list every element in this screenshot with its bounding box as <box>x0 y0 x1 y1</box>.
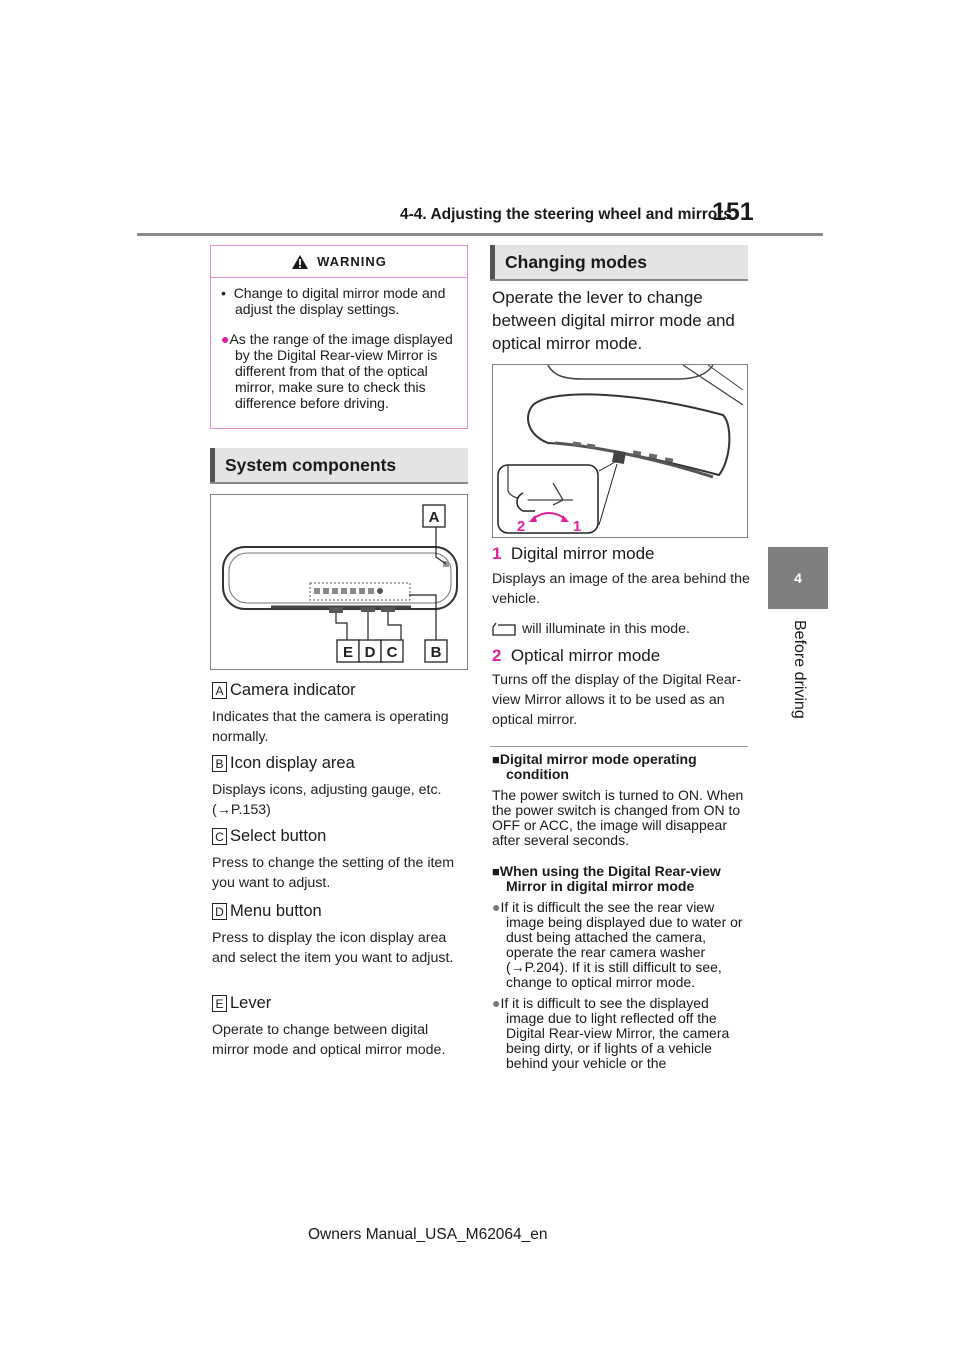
chapter-tab <box>768 547 828 609</box>
mode-2-title-text: Optical mirror mode <box>510 646 661 665</box>
note-text: The power switch is turned to ON. When the power switch is changed from ON to OFF or ACC, the image will disappear after several seconds. <box>492 787 744 848</box>
component-title: Camera indicator <box>230 681 356 699</box>
chapter-label: Before driving <box>791 620 808 719</box>
square-bullet-icon: ■ <box>492 752 500 767</box>
lever-label-two: 2 <box>516 518 526 535</box>
section-header: 4-4. Adjusting the steering wheel and mirrors <box>400 206 732 223</box>
mirror-components-figure <box>210 494 468 670</box>
component-item-a <box>212 681 468 747</box>
changing-intro: Operate the lever to change between digital mirror mode and optical mirror mode. <box>492 288 735 353</box>
letter-box: D <box>212 903 227 920</box>
letter-box: C <box>212 828 227 845</box>
note-bullet-text: If it is difficult to see the displayed image due to light reflected off the Digital Rear-view Mirror, the camera being dirty, or if lights of a vehicle behind your vehicle or the <box>500 995 730 1071</box>
chapter-number: 4 <box>794 570 802 586</box>
bullet-icon: ● <box>492 899 501 915</box>
section-title-system: System components <box>210 448 468 482</box>
mirror-mode-indicator-icon <box>492 622 516 636</box>
letter-box: E <box>212 995 227 1012</box>
lever-figure <box>492 364 748 538</box>
component-title: Select button <box>230 827 327 845</box>
component-title: Lever <box>230 994 272 1012</box>
component-desc: Indicates that the camera is operating normally. <box>212 709 449 745</box>
callout-label-e: E <box>342 644 354 661</box>
mode-2-desc: Turns off the display of the Digital Rear-view Mirror allows it to be used as an optical mirror. <box>492 672 742 728</box>
section-rule <box>210 482 468 484</box>
mode-2-title <box>492 644 750 667</box>
callout-label-b: B <box>430 644 442 661</box>
callout-label-c: C <box>386 644 398 661</box>
warning-header <box>211 246 467 278</box>
component-item-d <box>212 902 468 968</box>
letter-box: B <box>212 755 227 772</box>
warning-title: WARNING <box>317 254 387 269</box>
note-bullet-text: If it is difficult the see the rear view image being displayed due to water or dust being attached the camera, operate the rear camera washer (→P.204). If it is still difficult to see, change to optical mirror mode. <box>500 899 743 990</box>
mode-1-desc: Displays an image of the area behind the vehicle. <box>492 571 750 607</box>
component-desc: Press to change the setting of the item you want to adjust. <box>212 855 455 891</box>
chapter-tab-label-wrap <box>768 620 828 780</box>
mode-1-indicator <box>492 619 750 639</box>
note-title: When using the Digital Rear-view Mirror in digital mirror mode <box>499 863 721 894</box>
mode-2-number: 2 <box>492 646 502 665</box>
letter-box: A <box>212 682 227 699</box>
component-desc: Operate to change between digital mirror mode and optical mirror mode. <box>212 1022 446 1058</box>
bullet-icon: ● <box>221 331 230 347</box>
component-title: Icon display area <box>230 754 355 772</box>
mode-1-title-text: Digital mirror mode <box>510 544 655 563</box>
section-title-changing: Changing modes <box>490 245 748 279</box>
warning-triangle-icon <box>291 254 309 270</box>
component-title: Menu button <box>230 902 322 920</box>
warning-box <box>210 245 468 429</box>
footer-doc-id: Owners Manual_USA_M62064_en <box>308 1226 548 1243</box>
component-desc: Press to display the icon display area and select the item you want to adjust. <box>212 930 454 966</box>
component-item-b <box>212 754 468 820</box>
bullet-icon: ● <box>492 995 501 1011</box>
mode-1-indicator-text: will illuminate in this mode. <box>522 621 690 637</box>
warning-item <box>221 331 465 411</box>
lever-drawing <box>493 365 747 537</box>
component-item-e <box>212 994 468 1060</box>
mode-1-number: 1 <box>492 544 502 563</box>
component-item-c <box>212 827 468 893</box>
warning-text: As the range of the image displayed by the Digital Rear-view Mirror is different from that of the optical mirror, make sure to check this difference before driving. <box>229 331 453 411</box>
note-using <box>492 864 750 1071</box>
square-bullet-icon: ■ <box>492 864 500 879</box>
warning-item: • Change to digital mirror mode and adjust the display settings. <box>221 285 446 317</box>
callout-label-d: D <box>364 644 376 661</box>
note-condition <box>492 752 750 848</box>
lever-label-one: 1 <box>572 518 582 535</box>
section-rule <box>490 279 748 281</box>
note-title: Digital mirror mode operating condition <box>499 751 697 782</box>
notes-divider <box>490 746 748 747</box>
callout-label-a: A <box>428 509 440 526</box>
mode-1-title <box>492 542 750 565</box>
header-rule <box>137 233 823 236</box>
warning-text: Change to digital mirror mode and adjust the display settings. <box>233 285 446 317</box>
component-desc: Displays icons, adjusting gauge, etc. (→P.153) <box>212 782 442 818</box>
mirror-drawing <box>211 495 467 669</box>
page-number: 151 <box>712 198 754 226</box>
